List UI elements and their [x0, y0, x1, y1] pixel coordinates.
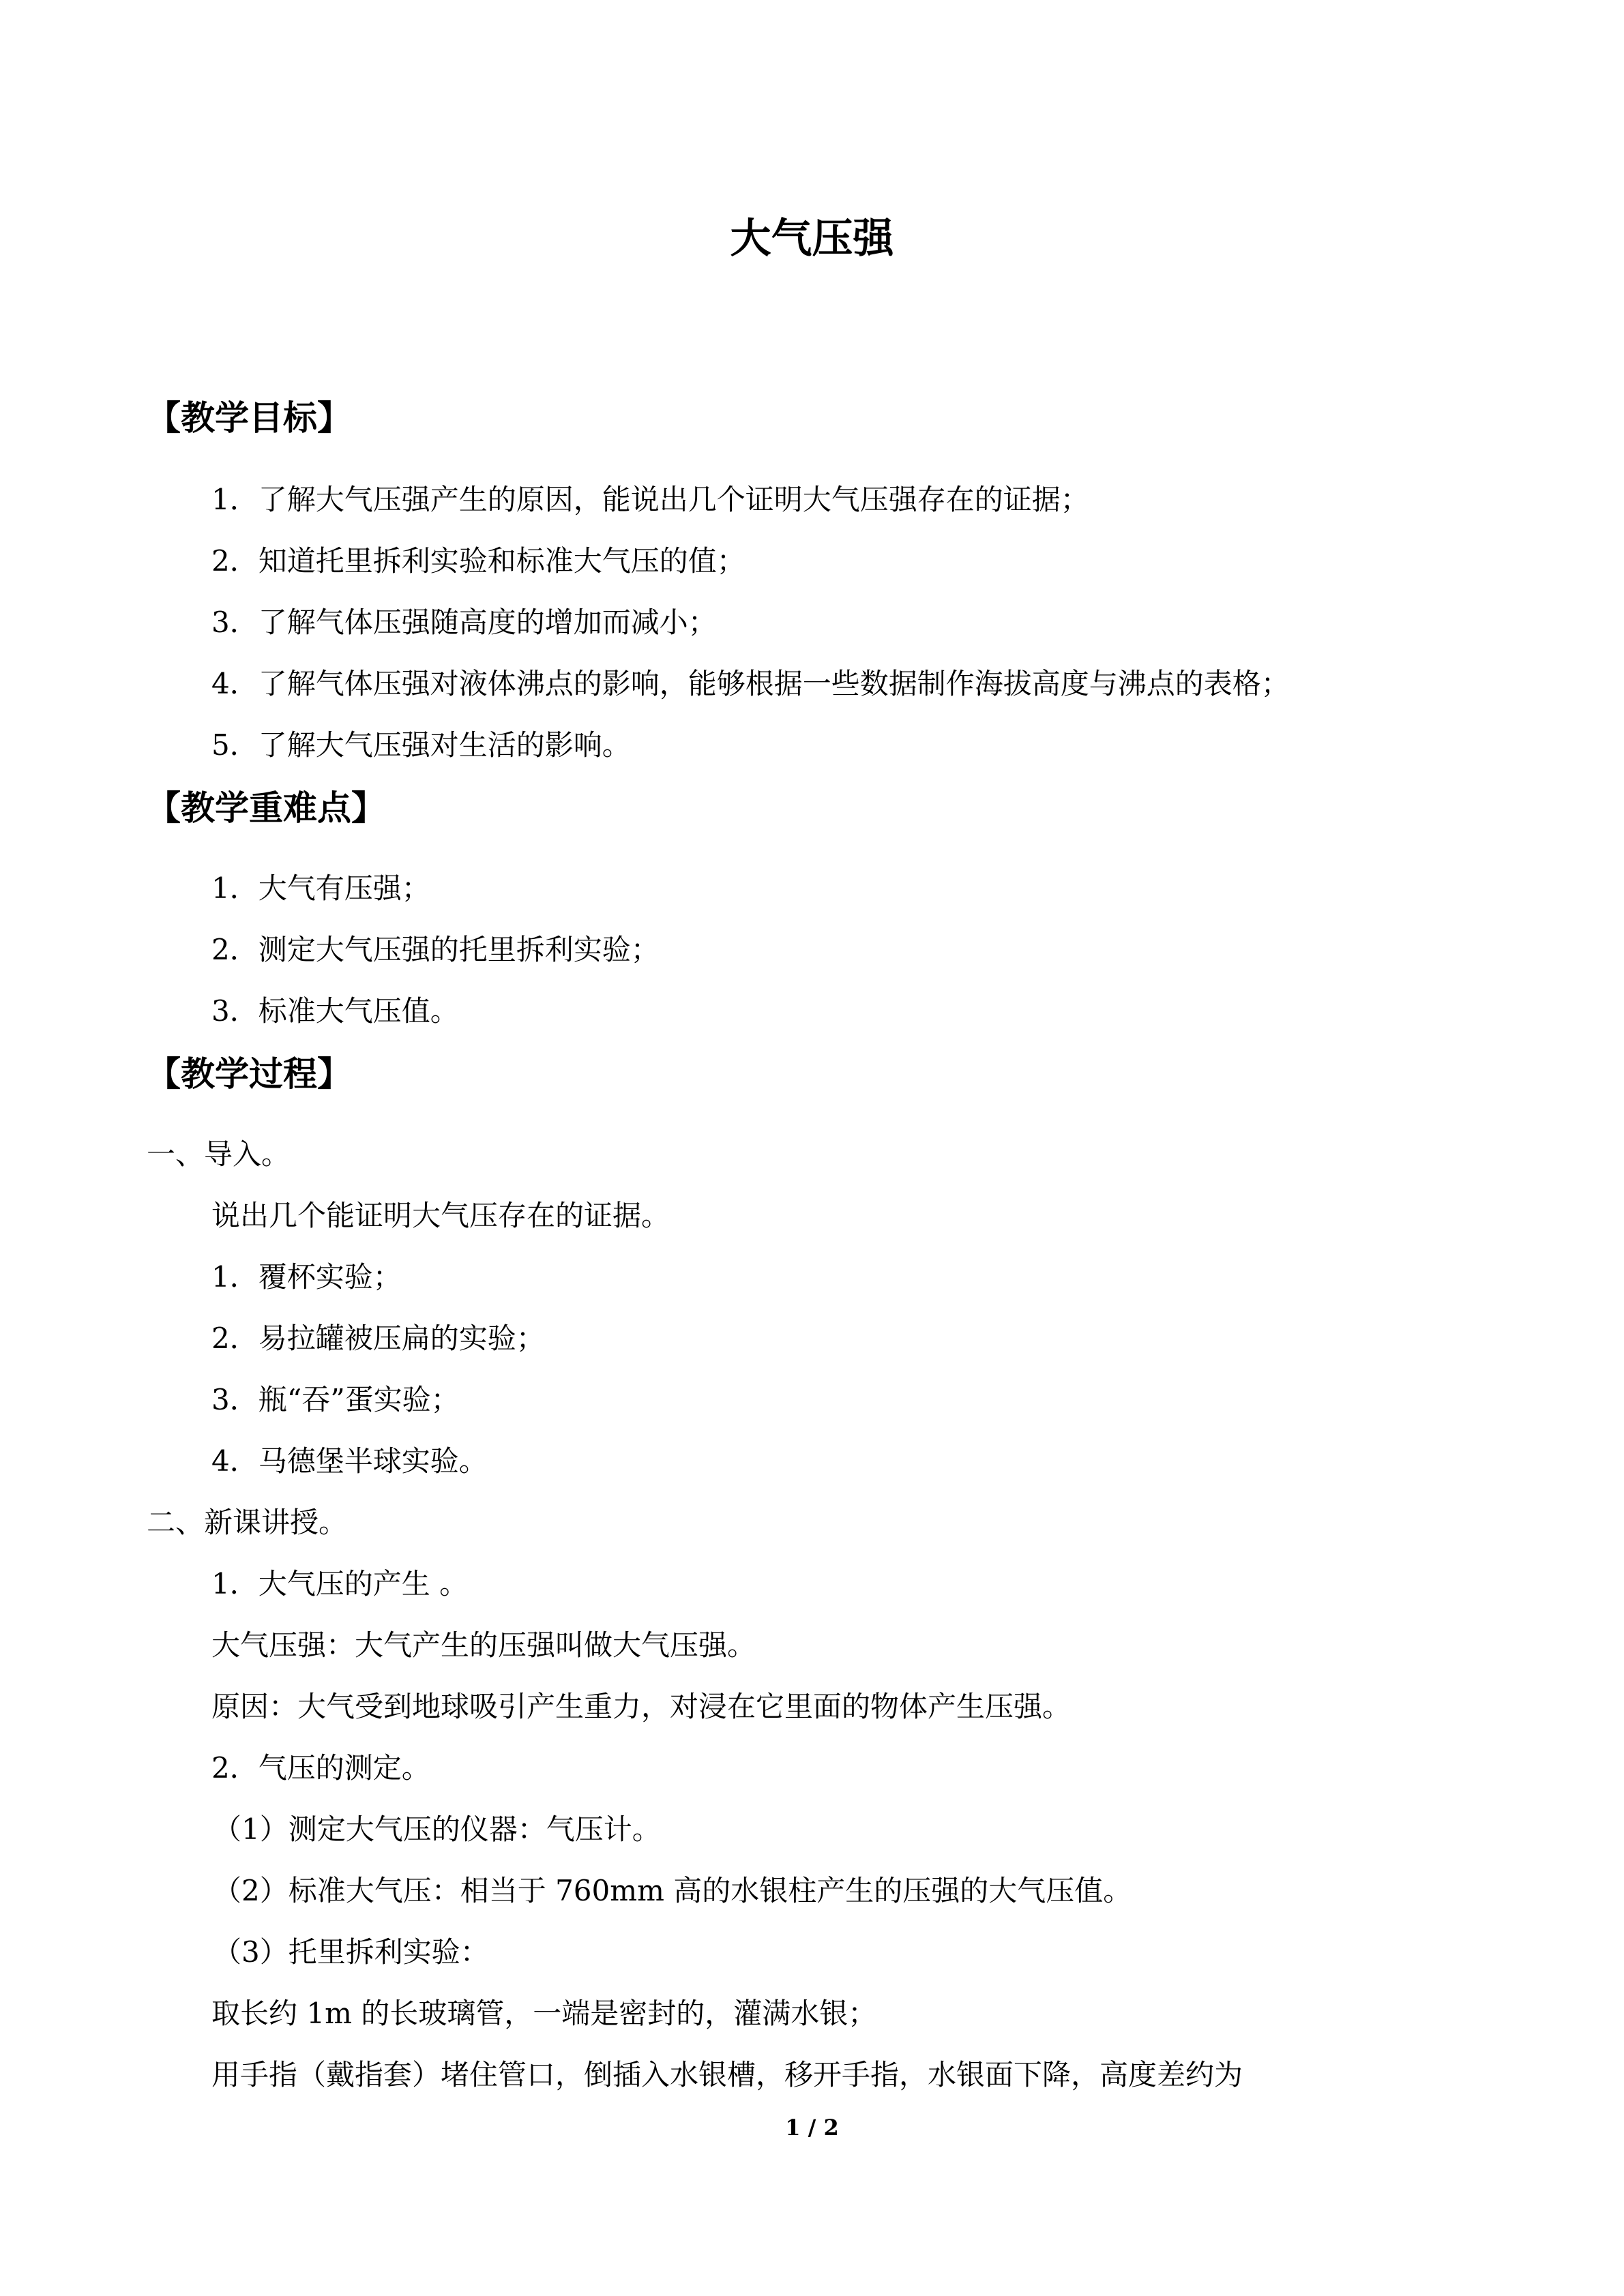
objective-item: 4．了解气体压强对液体沸点的影响，能够根据一些数据制作海拔高度与沸点的表格；: [211, 667, 1290, 700]
objective-item: 1．了解大气压强产生的原因，能说出几个证明大气压强存在的证据；: [211, 483, 1089, 516]
process-line: （2）标准大气压：相当于 760mm 高的水银柱产生的压强的大气压值。: [213, 1874, 1132, 1907]
process-line: 说出几个能证明大气压存在的证据。: [211, 1199, 670, 1232]
process-line: 2．气压的测定。: [211, 1751, 430, 1785]
key-point-item: 3．标准大气压值。: [211, 994, 459, 1028]
process-part-title: 一、导入。: [147, 1137, 291, 1171]
document-title: 大气压强: [730, 215, 894, 263]
page-number: 1 / 2: [785, 2115, 839, 2141]
section-heading-objectives: 【教学目标】: [147, 398, 351, 438]
process-line: 取长约 1m 的长玻璃管，一端是密封的，灌满水银；: [211, 1997, 877, 2030]
objective-item: 3．了解气体压强随高度的增加而减小；: [211, 606, 717, 639]
process-line: 3．瓶“吞”蛋实验；: [211, 1383, 460, 1416]
process-line: （3）托里拆利实验：: [213, 1935, 489, 1969]
process-line: 原因：大气受到地球吸引产生重力，对浸在它里面的物体产生压强。: [211, 1690, 1072, 1723]
section-heading-process: 【教学过程】: [147, 1054, 351, 1094]
process-line: 1．大气压的产生 。: [211, 1567, 469, 1600]
key-point-item: 1．大气有压强；: [211, 871, 430, 905]
objective-item: 5．了解大气压强对生活的影响。: [211, 728, 631, 762]
process-line: 4．马德堡半球实验。: [211, 1444, 488, 1478]
process-line: （1）测定大气压的仪器：气压计。: [213, 1813, 661, 1846]
process-line: 用手指（戴指套）堵住管口，倒插入水银槽，移开手指，水银面下降，高度差约为: [211, 2058, 1243, 2091]
process-line: 大气压强：大气产生的压强叫做大气压强。: [211, 1628, 756, 1662]
objective-item: 2．知道托里拆利实验和标准大气压的值；: [211, 544, 745, 578]
section-heading-key-points: 【教学重难点】: [147, 788, 385, 828]
key-point-item: 2．测定大气压强的托里拆利实验；: [211, 933, 660, 966]
process-part-title: 二、新课讲授。: [147, 1506, 348, 1539]
process-line: 2．易拉罐被压扁的实验；: [211, 1322, 545, 1355]
process-line: 1．覆杯实验；: [211, 1260, 402, 1294]
